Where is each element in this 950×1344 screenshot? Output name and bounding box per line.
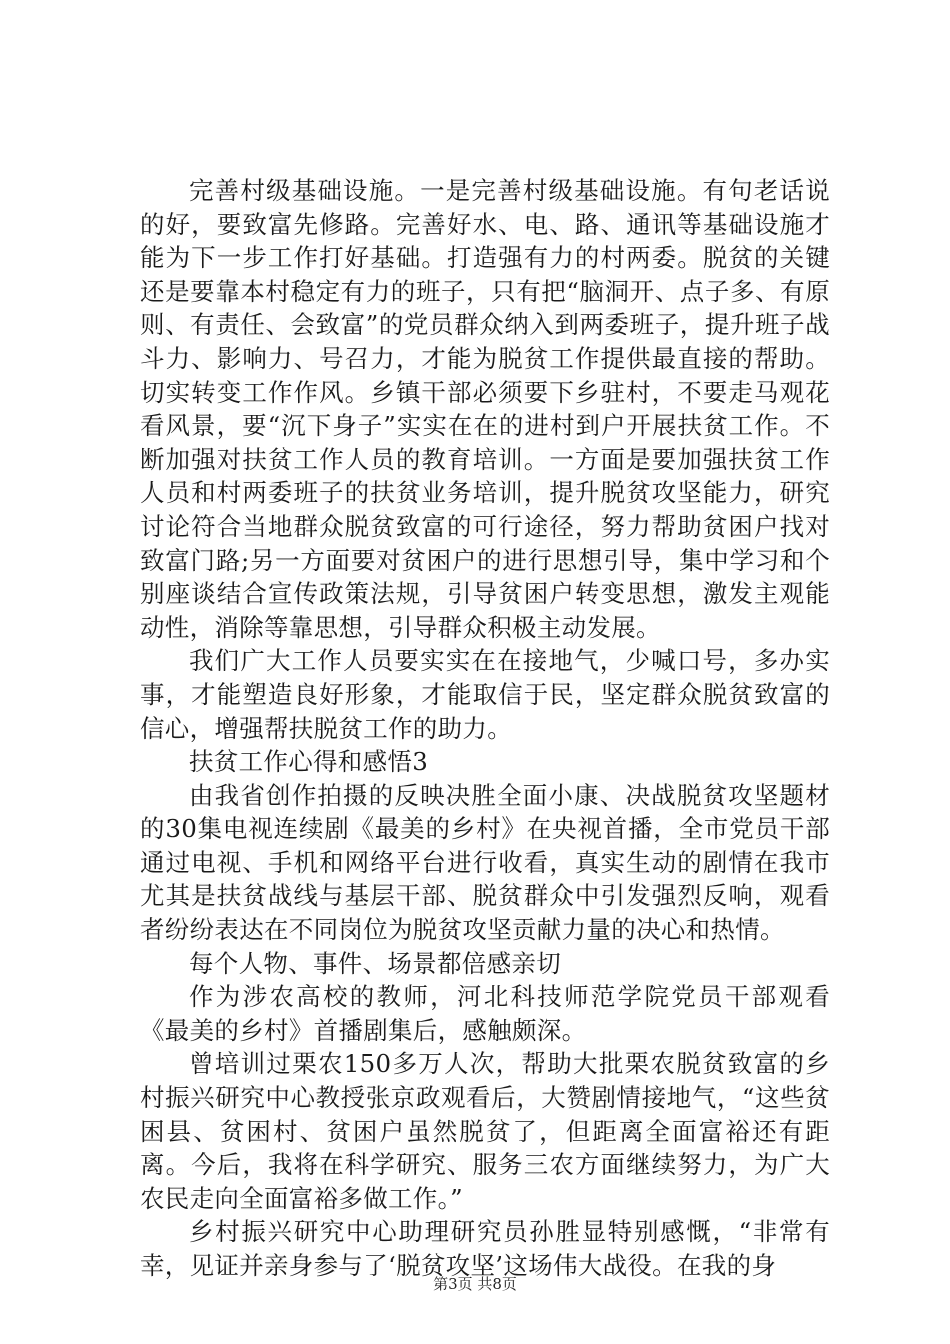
paragraph-professor-zhang: 曾培训过栗农150多万人次，帮助大批栗农脱贫致富的乡村振兴研究中心教授张京政观看后，大赞剧情接地气，“这些贫困县、贫困村、贫困户虽然脱贫了，但距离全面富裕还有距离。今后，我将在科学研究、服务三农方面继续努力，为广大农民走向全面富裕多做工作。” xyxy=(140,1049,830,1213)
paragraph-tv-series: 由我省创作拍摄的反映决胜全面小康、决战脱贫攻坚题材的30集电视连续剧《最美的乡村》在央视首播，全市党员干部通过电视、手机和网络平台进行收看，真实生动的剧情在我市尤其是扶贫战线与基层干部、脱贫群众中引发强烈反响，观看者纷纷表达在不同岗位为脱贫攻坚贡献力量的决心和热情。 xyxy=(140,780,830,945)
page-number-footer: 第3页 共8页 xyxy=(433,1275,517,1293)
paragraph-infrastructure: 完善村级基础设施。一是完善村级基础设施。有句老话说的好，要致富先修路。完善好水、电、路、通讯等基础设施才能为下一步工作打好基础。打造强有力的村两委。脱贫的关键还是要靠本村稳定有力的班子，只有把“脑洞开、点子多、有原则、有责任、会致富”的党员群众纳入到两委班子，提升班子战斗力、影响力、号召力，才能为脱贫工作提供最直接的帮助。切实转变工作作风。乡镇干部必须要下乡驻村，不要走马观花看风景，要“沉下身子”实实在在的进村到户开展扶贫工作。不断加强对扶贫工作人员的教育培训。一方面是要加强扶贫工作人员和村两委班子的扶贫业务培训，提升脱贫攻坚能力，研究讨论符合当地群众脱贫致富的可行途径，努力帮助贫困户找对致富门路;另一方面要对贫困户的进行思想引导，集中学习和个别座谈结合宣传政策法规，引导贫困户转变思想，激发主观能动性，消除等靠思想，引导群众积极主动发展。 xyxy=(140,176,831,642)
paragraph-researcher-sun: 乡村振兴研究中心助理研究员孙胜显特别感慨，“非常有幸，见证并亲身参与了‘脱贫攻坚’这场伟大战役。在我的身 xyxy=(140,1217,830,1280)
section-heading: 扶贫工作心得和感悟3 xyxy=(189,747,429,777)
document-body xyxy=(140,174,830,1283)
paragraph-teachers: 作为涉农高校的教师，河北科技师范学院党员干部观看《最美的乡村》首播剧集后，感触颇深。 xyxy=(140,982,830,1045)
paragraph-staff-grounded: 我们广大工作人员要实实在在接地气，少喊口号，多办实事，才能塑造良好形象，才能取信于民，坚定群众脱贫致富的信心，增强帮扶脱贫工作的助力。 xyxy=(140,646,830,743)
subheading-characters: 每个人物、事件、场景都倍感亲切 xyxy=(189,948,561,978)
